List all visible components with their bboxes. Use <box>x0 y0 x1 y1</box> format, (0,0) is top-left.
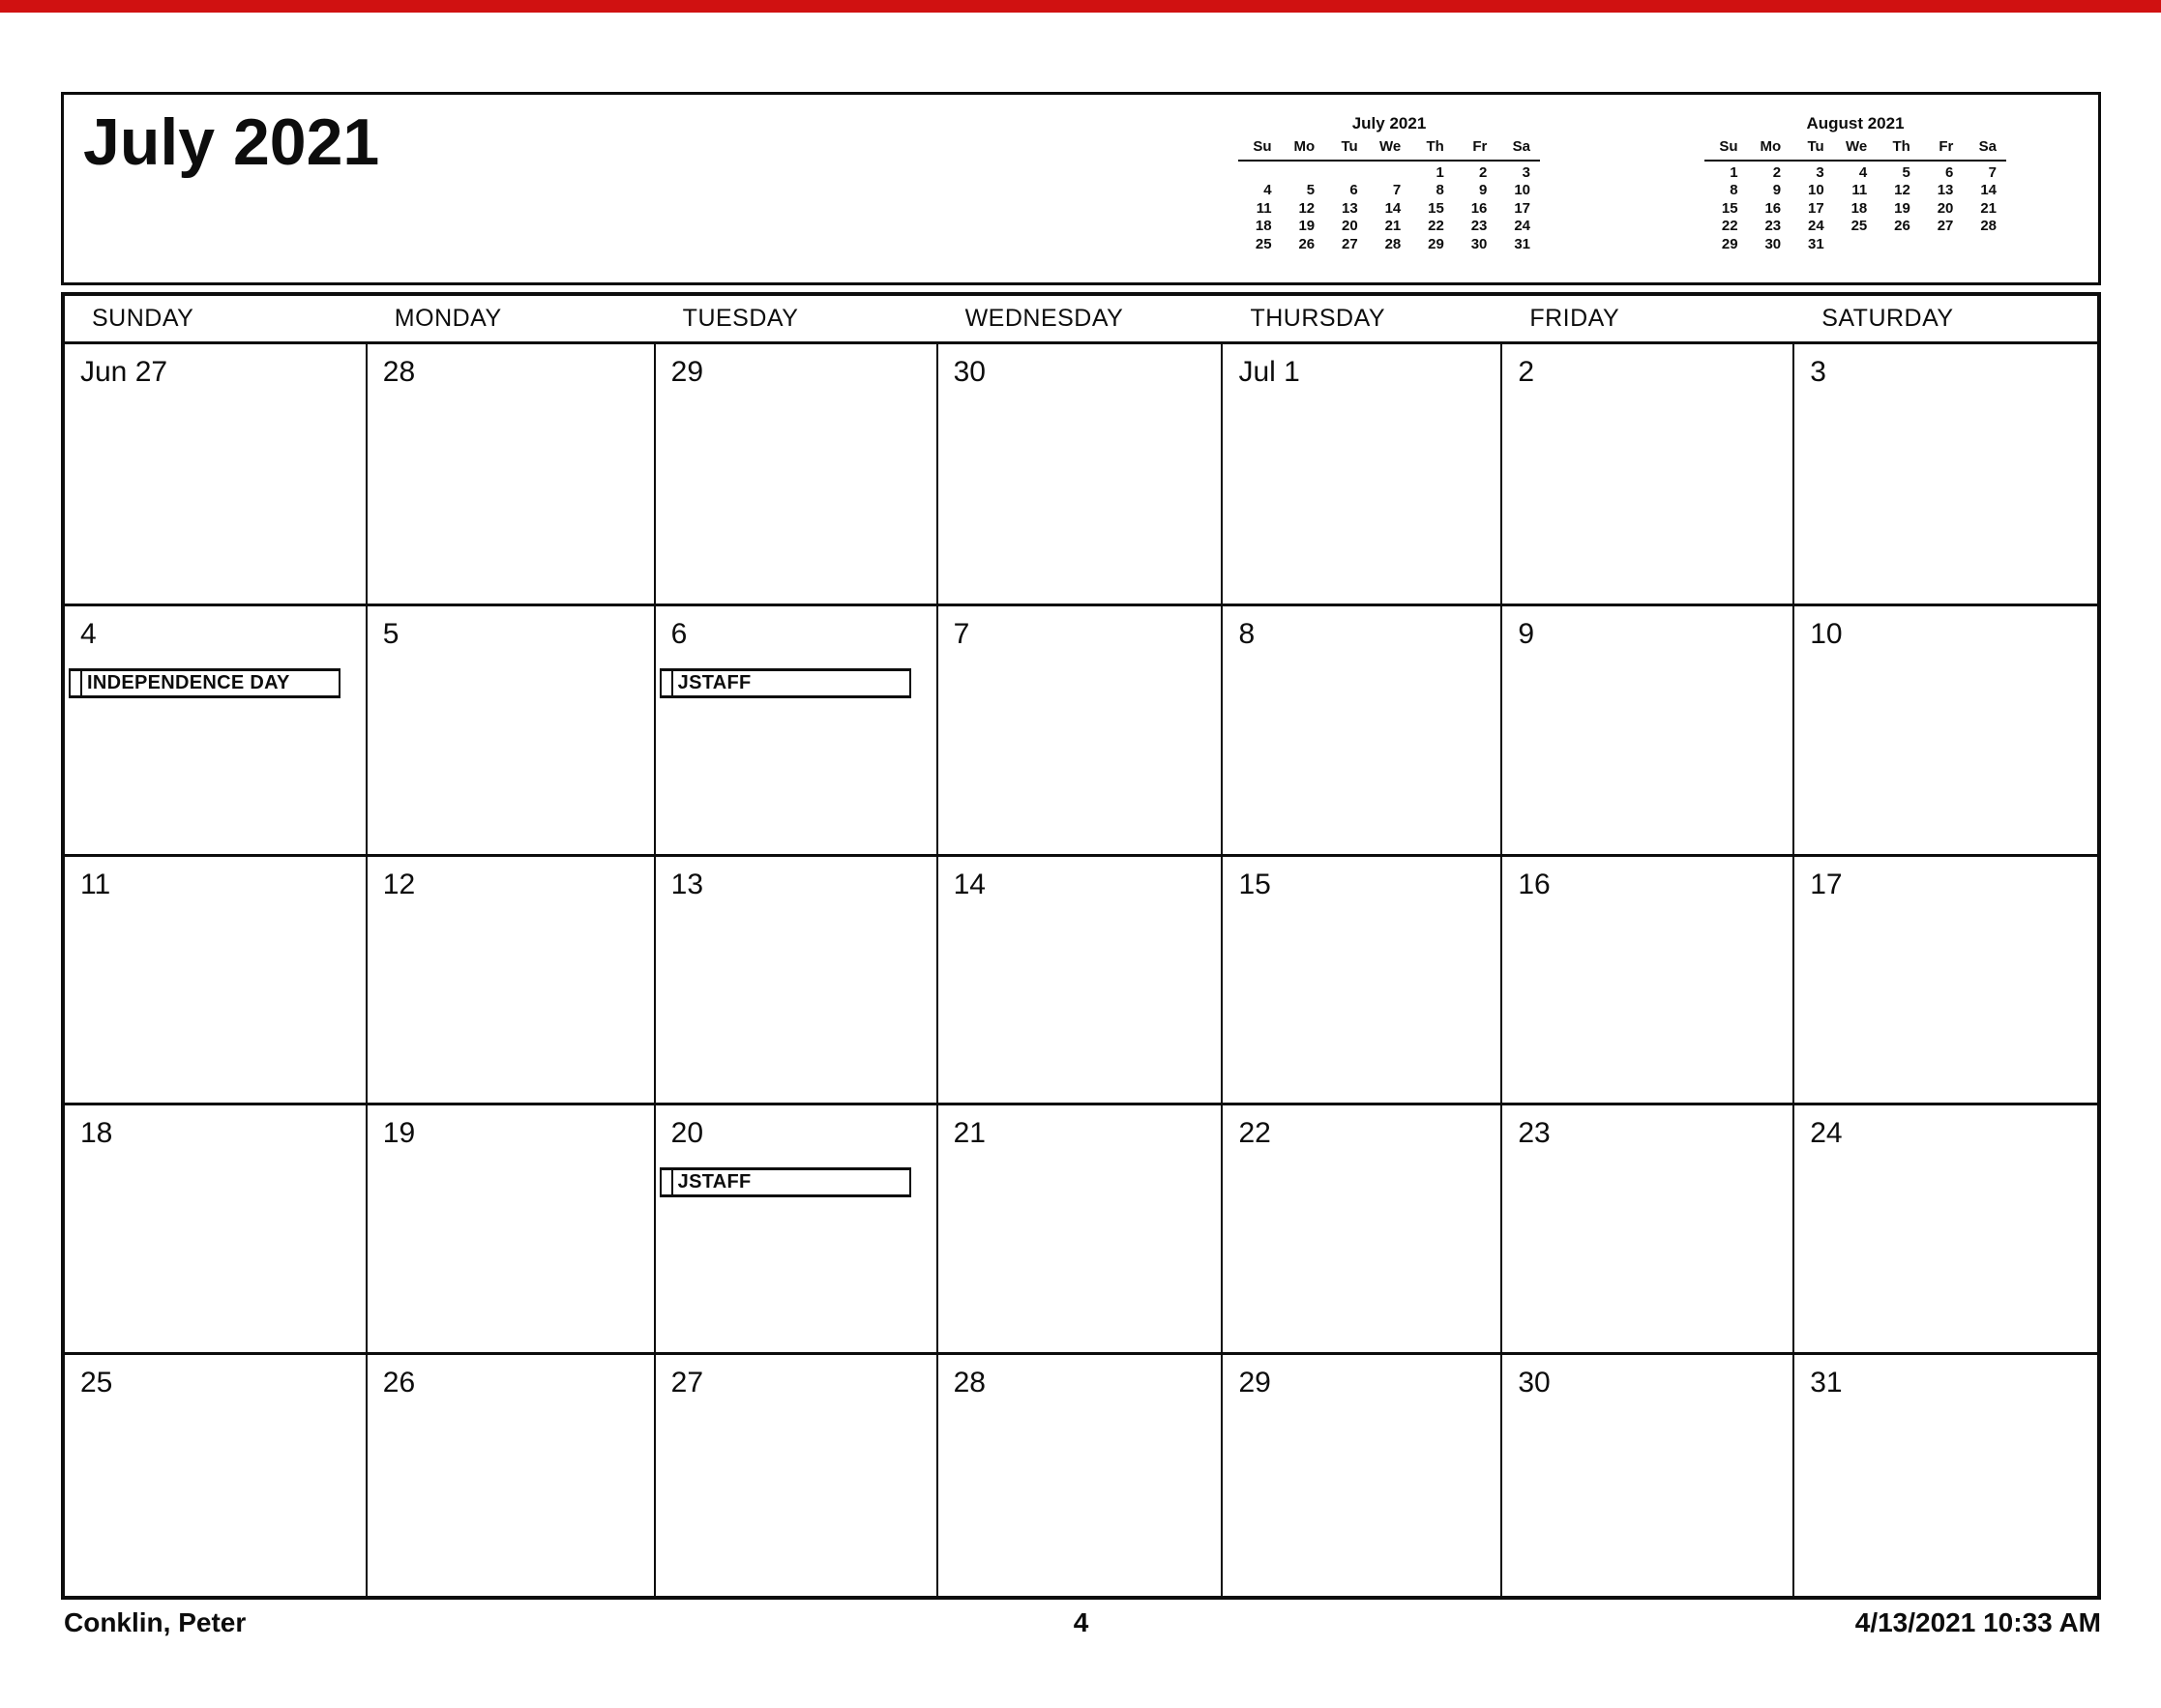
page-footer <box>61 1607 2101 1646</box>
mini-day-header: Fr <box>1454 138 1497 161</box>
mini-day-header: Tu <box>1791 138 1834 161</box>
mini-day-cell: 15 <box>1721 199 1738 217</box>
event-box <box>660 668 911 698</box>
mini-day-header: We <box>1834 138 1878 161</box>
day-date-label: 15 <box>1238 868 1271 900</box>
mini-day-cell: 19 <box>1298 218 1316 234</box>
mini-day-cell: 6 <box>1945 163 1954 181</box>
day-date-label: 22 <box>1238 1117 1271 1150</box>
calendar-day-cell <box>938 344 1224 604</box>
mini-day-cell: 27 <box>1342 235 1358 252</box>
mini-day-header: Th <box>1410 138 1454 161</box>
mini-day-header: Su <box>1704 138 1748 161</box>
mini-day-cell: 18 <box>1255 218 1272 234</box>
mini-day-cell <box>1282 161 1325 183</box>
mini-calendar-title: August 2021 <box>1806 114 1905 133</box>
mini-day-header: Fr <box>1920 138 1964 161</box>
mini-day-cell <box>1368 161 1411 183</box>
day-date-label: 9 <box>1518 618 1535 651</box>
calendar-day-cell <box>1502 344 1794 604</box>
mini-day-cell: 17 <box>1514 199 1530 217</box>
calendar-day-cell <box>65 344 368 604</box>
scan-edge-red-bar <box>0 0 2161 13</box>
event-title: INDEPENDENCE DAY <box>87 672 290 694</box>
day-date-label: 12 <box>382 868 416 900</box>
day-date-label: 18 <box>80 1117 113 1150</box>
calendar-day-cell <box>368 1105 656 1351</box>
calendar-day-cell <box>65 1355 368 1596</box>
footer-printed-datetime: 4/13/2021 10:33 AM <box>1854 1607 2101 1637</box>
mini-day-cell: 20 <box>1937 199 1954 217</box>
mini-day-cell: 17 <box>1808 199 1824 217</box>
mini-day-cell: 21 <box>1384 218 1402 234</box>
calendar-day-cell <box>1794 1105 2097 1351</box>
week-row <box>65 854 2097 1103</box>
calendar-day-cell <box>1223 1105 1502 1351</box>
mini-day-cell <box>1834 236 1878 254</box>
mini-day-header: Mo <box>1282 138 1325 161</box>
mini-day-cell: 4 <box>1263 182 1272 198</box>
mini-calendar-title: July 2021 <box>1351 114 1427 133</box>
week-row <box>65 1103 2097 1351</box>
day-date-label: 17 <box>1810 868 1843 900</box>
mini-day-cell: 12 <box>1894 182 1910 198</box>
mini-day-header: Sa <box>1496 138 1540 161</box>
footer-owner-name: Conklin, Peter <box>64 1607 247 1637</box>
mini-day-header: Th <box>1877 138 1920 161</box>
mini-day-cell: 1 <box>1436 163 1444 181</box>
day-date-label: 16 <box>1518 868 1551 900</box>
calendar-day-cell <box>1502 1105 1794 1351</box>
mini-day-cell: 14 <box>1980 182 1997 198</box>
mini-day-cell: 22 <box>1721 218 1738 234</box>
event-title: JSTAFF <box>677 1171 752 1193</box>
month-grid <box>61 292 2101 1600</box>
day-of-week-label: TUESDAY <box>682 305 799 332</box>
mini-day-cell: 7 <box>1988 163 1997 181</box>
mini-day-cell: 10 <box>1514 182 1530 198</box>
day-date-label: 28 <box>382 356 416 388</box>
event-box <box>660 1167 911 1197</box>
mini-day-cell: 23 <box>1470 218 1488 234</box>
mini-day-cell: 31 <box>1514 235 1530 252</box>
mini-day-cell <box>1920 236 1964 254</box>
mini-calendar-current-month <box>1238 114 1540 253</box>
calendar-day-cell <box>656 1355 938 1596</box>
mini-day-cell: 7 <box>1392 182 1402 198</box>
calendar-day-cell <box>656 857 938 1103</box>
mini-day-cell: 23 <box>1764 218 1782 234</box>
calendar-day-cell <box>938 857 1224 1103</box>
day-date-label: 29 <box>670 356 704 388</box>
mini-day-cell: 9 <box>1772 182 1782 198</box>
calendar-day-cell <box>1502 606 1794 853</box>
week-row <box>65 1352 2097 1596</box>
mini-day-cell: 14 <box>1384 199 1402 217</box>
calendar-day-cell <box>65 857 368 1103</box>
mini-day-header: Mo <box>1748 138 1791 161</box>
calendar-title-box <box>61 92 2101 285</box>
mini-day-cell: 15 <box>1428 199 1444 217</box>
mini-day-cell: 26 <box>1298 235 1316 252</box>
mini-day-cell: 5 <box>1306 182 1316 198</box>
day-date-label: 3 <box>1810 356 1826 388</box>
mini-day-cell: 29 <box>1721 235 1738 252</box>
calendar-day-cell <box>1223 606 1502 853</box>
calendar-day-cell <box>1794 606 2097 853</box>
day-date-label: 30 <box>1518 1366 1551 1399</box>
day-of-week-label: FRIDAY <box>1529 305 1620 332</box>
mini-day-cell <box>1963 236 2006 254</box>
mini-day-cell: 2 <box>1479 163 1488 181</box>
day-of-week-label: MONDAY <box>394 305 502 332</box>
mini-day-cell: 18 <box>1850 199 1868 217</box>
day-of-week-label: SUNDAY <box>92 305 194 332</box>
mini-calendar-table <box>1238 138 1540 253</box>
calendar-day-cell <box>656 606 938 853</box>
day-of-week-label: THURSDAY <box>1250 305 1386 332</box>
event-title: JSTAFF <box>677 672 752 694</box>
mini-day-cell: 9 <box>1479 182 1488 198</box>
day-date-label: 5 <box>382 618 400 651</box>
calendar-day-cell <box>1223 857 1502 1103</box>
day-date-label: 23 <box>1518 1117 1551 1150</box>
day-date-label: 10 <box>1810 618 1843 651</box>
day-date-label: Jun 27 <box>80 356 168 388</box>
mini-day-cell: 28 <box>1980 218 1997 234</box>
day-of-week-header-row <box>65 296 2097 344</box>
day-date-label: 2 <box>1518 356 1535 388</box>
day-date-label: 30 <box>953 356 986 388</box>
mini-day-cell: 31 <box>1808 235 1824 252</box>
event-box <box>69 668 340 698</box>
mini-day-cell <box>1877 236 1920 254</box>
mini-day-cell: 3 <box>1816 163 1824 181</box>
calendar-day-cell <box>368 857 656 1103</box>
mini-calendar-next-month <box>1704 114 2006 253</box>
calendar-day-cell <box>1223 344 1502 604</box>
mini-day-cell: 27 <box>1937 218 1954 234</box>
calendar-day-cell <box>368 1355 656 1596</box>
calendar-day-cell <box>1502 857 1794 1103</box>
mini-day-cell: 20 <box>1342 218 1358 234</box>
mini-day-cell: 16 <box>1470 199 1488 217</box>
mini-day-cell: 2 <box>1772 163 1782 181</box>
mini-day-cell: 21 <box>1980 199 1997 217</box>
mini-day-cell: 30 <box>1470 235 1488 252</box>
event-category-strip <box>71 671 82 695</box>
footer-page-number: 4 <box>1073 1607 1089 1637</box>
day-of-week-label: WEDNESDAY <box>964 305 1124 332</box>
mini-day-cell: 6 <box>1349 182 1358 198</box>
day-date-label: 7 <box>953 618 970 651</box>
calendar-day-cell <box>938 606 1224 853</box>
day-date-label: 25 <box>80 1366 113 1399</box>
mini-day-header: Tu <box>1324 138 1368 161</box>
mini-day-cell: 13 <box>1937 182 1954 198</box>
mini-day-cell: 22 <box>1428 218 1444 234</box>
day-date-label: 8 <box>1238 618 1256 651</box>
day-of-week-label: SATURDAY <box>1821 305 1954 332</box>
day-date-label: 20 <box>670 1117 704 1150</box>
mini-day-cell: 16 <box>1764 199 1782 217</box>
calendar-day-cell <box>65 606 368 853</box>
mini-day-cell: 26 <box>1894 218 1910 234</box>
calendar-day-cell <box>1502 1355 1794 1596</box>
calendar-weeks <box>65 344 2097 1596</box>
mini-day-cell: 12 <box>1298 199 1316 217</box>
mini-day-cell: 5 <box>1902 163 1910 181</box>
calendar-day-cell <box>1794 857 2097 1103</box>
mini-calendar-table <box>1704 138 2006 253</box>
mini-day-cell: 4 <box>1858 163 1868 181</box>
day-date-label: 4 <box>80 618 97 651</box>
mini-day-cell: 29 <box>1428 235 1444 252</box>
day-date-label: 6 <box>670 618 688 651</box>
day-date-label: 14 <box>953 868 986 900</box>
day-date-label: 27 <box>670 1366 704 1399</box>
calendar-day-cell <box>656 1105 938 1351</box>
calendar-day-cell <box>656 344 938 604</box>
calendar-day-cell <box>938 1355 1224 1596</box>
mini-day-cell: 24 <box>1808 218 1824 234</box>
calendar-day-cell <box>938 1105 1224 1351</box>
event-category-strip <box>662 671 673 695</box>
calendar-day-cell <box>368 344 656 604</box>
calendar-day-cell <box>368 606 656 853</box>
day-date-label: 11 <box>80 868 111 900</box>
mini-day-header: We <box>1368 138 1411 161</box>
event-category-strip <box>662 1170 673 1194</box>
mini-day-header: Sa <box>1963 138 2006 161</box>
mini-day-cell: 8 <box>1730 182 1738 198</box>
calendar-day-cell <box>1794 1355 2097 1596</box>
day-date-label: 26 <box>382 1366 416 1399</box>
day-date-label: 31 <box>1810 1366 1843 1399</box>
calendar-day-cell <box>1223 1355 1502 1596</box>
mini-day-cell <box>1324 161 1368 183</box>
mini-day-cell: 3 <box>1522 163 1530 181</box>
mini-day-cell: 30 <box>1764 235 1782 252</box>
mini-day-cell <box>1238 161 1282 183</box>
day-date-label: Jul 1 <box>1238 356 1300 388</box>
mini-day-cell: 24 <box>1514 218 1530 234</box>
mini-day-cell: 11 <box>1256 199 1272 217</box>
week-row <box>65 344 2097 604</box>
mini-day-cell: 25 <box>1850 218 1868 234</box>
day-date-label: 24 <box>1810 1117 1843 1150</box>
day-date-label: 28 <box>953 1366 986 1399</box>
day-date-label: 21 <box>953 1117 986 1150</box>
day-date-label: 19 <box>382 1117 416 1150</box>
week-row <box>65 604 2097 853</box>
calendar-day-cell <box>1794 344 2097 604</box>
mini-day-cell: 1 <box>1730 163 1738 181</box>
mini-day-cell: 11 <box>1851 182 1868 198</box>
mini-day-cell: 28 <box>1384 235 1402 252</box>
calendar-day-cell <box>65 1105 368 1351</box>
day-date-label: 29 <box>1238 1366 1271 1399</box>
mini-day-cell: 13 <box>1342 199 1358 217</box>
mini-day-header: Su <box>1238 138 1282 161</box>
day-date-label: 13 <box>670 868 704 900</box>
mini-day-cell: 19 <box>1894 199 1910 217</box>
mini-day-cell: 10 <box>1808 182 1824 198</box>
page-title: July 2021 <box>83 105 380 179</box>
mini-day-cell: 25 <box>1255 235 1272 252</box>
mini-day-cell: 8 <box>1436 182 1444 198</box>
